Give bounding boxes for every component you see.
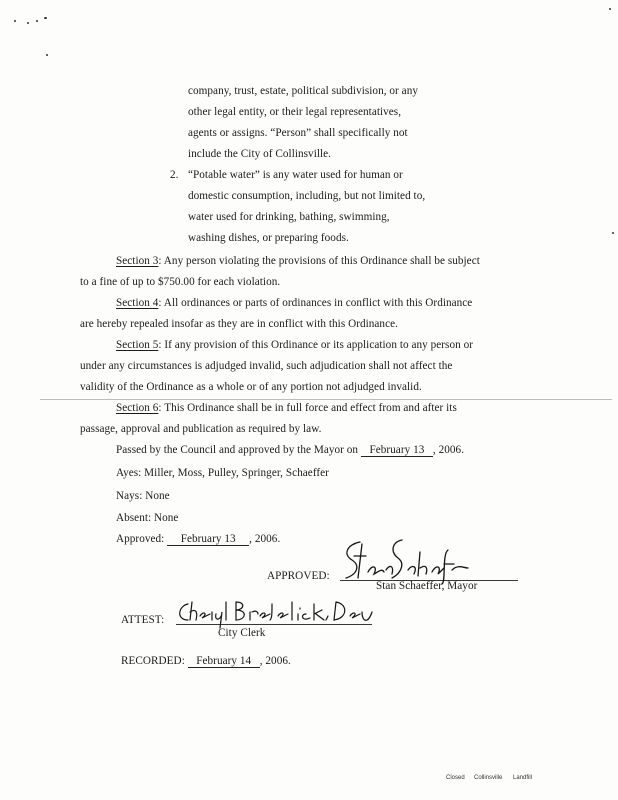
section-6-first-line (116, 402, 457, 414)
recorded-line: RECORDED: February 14 , 2006. (121, 655, 291, 667)
section-5-line: under any circumstances is adjudged invalid, such adjudication shall not affect the (80, 360, 453, 372)
approved-date-line: Approved: February 13 , 2006. (116, 533, 281, 545)
section-6-line: passage, approval and publication as required by law. (80, 423, 322, 435)
definition-line: other legal entity, or their legal representatives, (188, 106, 402, 118)
section-3-line: to a fine of up to $750.00 for each violation. (80, 276, 281, 288)
absent-line: Absent: None (116, 512, 179, 524)
definition-line: agents or assigns. “Person” shall specifically not (188, 127, 408, 139)
nays-line: Nays: None (116, 490, 170, 502)
section-heading: Section 4 (116, 297, 159, 309)
definition-line: water used for drinking, bathing, swimming, (188, 211, 390, 223)
footer-mark: Closed (446, 775, 465, 781)
definition-line: “Potable water” is any water used for human or (188, 169, 403, 181)
clerk-title: City Clerk (218, 627, 266, 639)
section-text: : All ordinances or parts of ordinances in conflict with this Ordinance (158, 297, 473, 309)
approved-date: February 13 (167, 534, 249, 546)
section-text: : If any provision of this Ordinance or its application to any person or (158, 339, 474, 351)
recorded-date: February 14 (188, 656, 260, 668)
section-heading: Section 6 (116, 402, 159, 414)
mayor-name: Stan Schaeffer, Mayor (376, 580, 478, 592)
section-3-first-line (116, 255, 480, 267)
definition-line: company, trust, estate, political subdivision, or any (188, 85, 418, 97)
mayor-signature-mark (338, 534, 470, 586)
scan-line-artifact (40, 399, 612, 400)
definition-line: include the City of Collinsville. (188, 148, 332, 160)
clerk-signature-mark (174, 598, 374, 630)
section-text: : Any person violating the provisions of this Ordinance shall be subject (158, 255, 480, 267)
section-4-first-line (116, 297, 472, 309)
section-heading: Section 5 (116, 339, 159, 351)
footer-mark: Landfill (513, 775, 533, 781)
ayes-line: Ayes: Miller, Moss, Pulley, Springer, Schaeffer (116, 467, 329, 479)
footer-mark: Collinsville (474, 775, 503, 781)
section-text: : This Ordinance shall be in full force and effect from and after its (158, 402, 457, 414)
passed-line: Passed by the Council and approved by the Mayor on February 13 , 2006. (116, 444, 465, 456)
definition-line: washing dishes, or preparing foods. (188, 232, 349, 244)
section-5-first-line (116, 339, 473, 351)
attest-label: ATTEST: (121, 614, 165, 626)
passed-date: February 13 (361, 445, 433, 457)
approved-label: APPROVED: (267, 570, 330, 582)
definition-line: domestic consumption, including, but not limited to, (188, 190, 426, 202)
definition-number: 2. (170, 169, 179, 181)
section-4-line: are hereby repealed insofar as they are in conflict with this Ordinance. (80, 318, 398, 330)
section-heading: Section 3 (116, 255, 159, 267)
section-5-line: validity of the Ordinance as a whole or of any portion not adjudged invalid. (80, 381, 422, 393)
